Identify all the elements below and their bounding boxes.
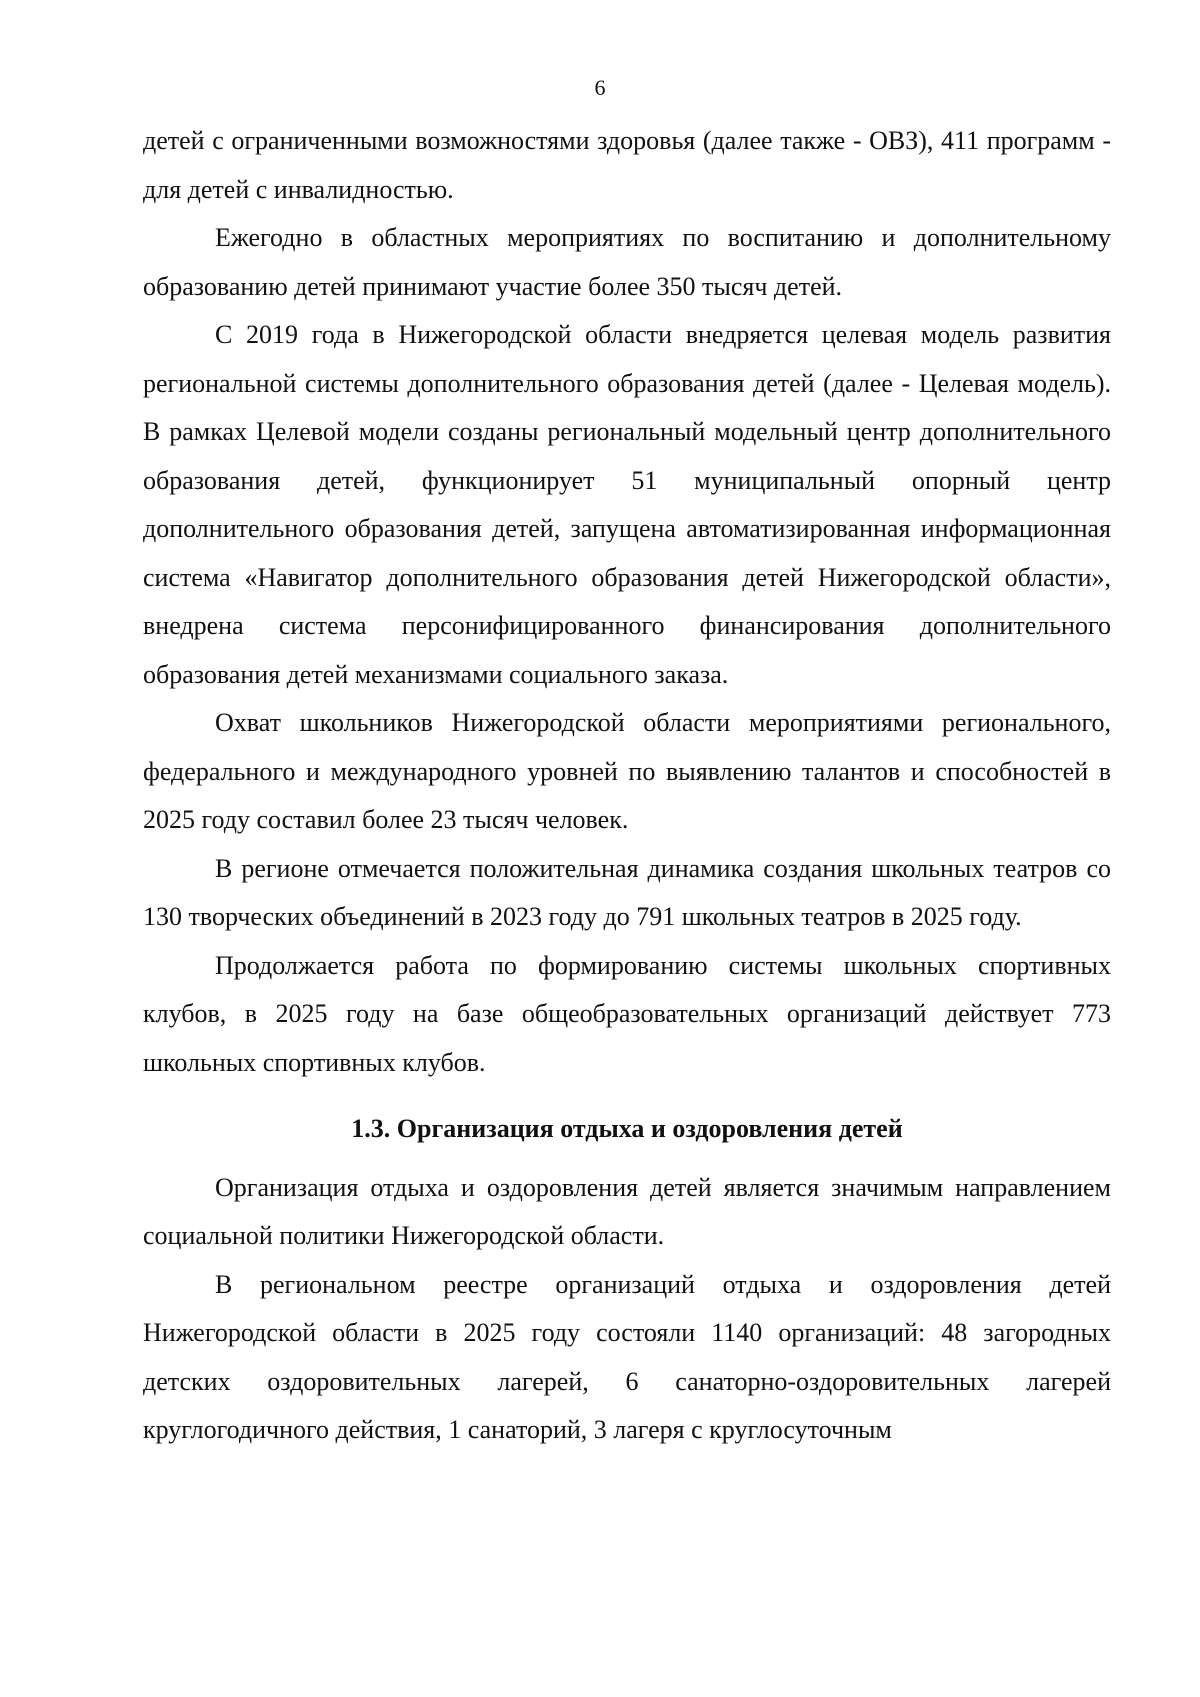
paragraph: В региональном реестре организаций отдыха и оздоровления детей Нижегородской области в 2025 году состояли 1140 организаций: 48 загородных детских оздоровительных лагерей, 6 санаторно-оздоровительных лагерей круглогодичного действия, 1 санаторий, 3 лагеря с круглосуточным (143, 1269, 1111, 1444)
paragraph: детей с ограниченными возможностями здоровья (далее также - ОВЗ), 411 программ - для детей с инвалидностью. (143, 126, 1111, 204)
paragraph: Охват школьников Нижегородской области мероприятиями регионального, федерального и международного уровней по выявлению талантов и способностей в 2025 году составил более 23 тысяч человек. (143, 708, 1111, 834)
paragraph: В регионе отмечается положительная динамика создания школьных театров со 130 творческих объединений в 2023 году до 791 школьных театров в 2025 году. (143, 853, 1111, 931)
paragraph: С 2019 года в Нижегородской области внедряется целевая модель развития региональной системы дополнительного образования детей (далее - Целевая модель). В рамках Целевой модели созданы региональный модельный центр дополнительного образования детей, функционирует 51 муниципальный опорный центр дополнительного образования детей, запущена автоматизированная информационная система «Навигатор дополнительного образования детей Нижегородской области», внедрена система персонифицированного финансирования дополнительного образования детей механизмами социального заказа. (143, 320, 1111, 689)
section-heading: 1.3. Организация отдыха и оздоровления детей (351, 1114, 903, 1143)
page-body (143, 117, 1111, 1455)
page-number: 6 (594, 75, 606, 100)
paragraph: Продолжается работа по формированию системы школьных спортивных клубов, в 2025 году на базе общеобразовательных организаций действует 773 школьных спортивных клубов. (143, 950, 1111, 1077)
paragraph: Организация отдыха и оздоровления детей является значимым направлением социальной политики Нижегородской области. (143, 1172, 1111, 1250)
paragraph: Ежегодно в областных мероприятиях по воспитанию и дополнительному образованию детей принимают участие более 350 тысяч детей. (143, 223, 1111, 301)
